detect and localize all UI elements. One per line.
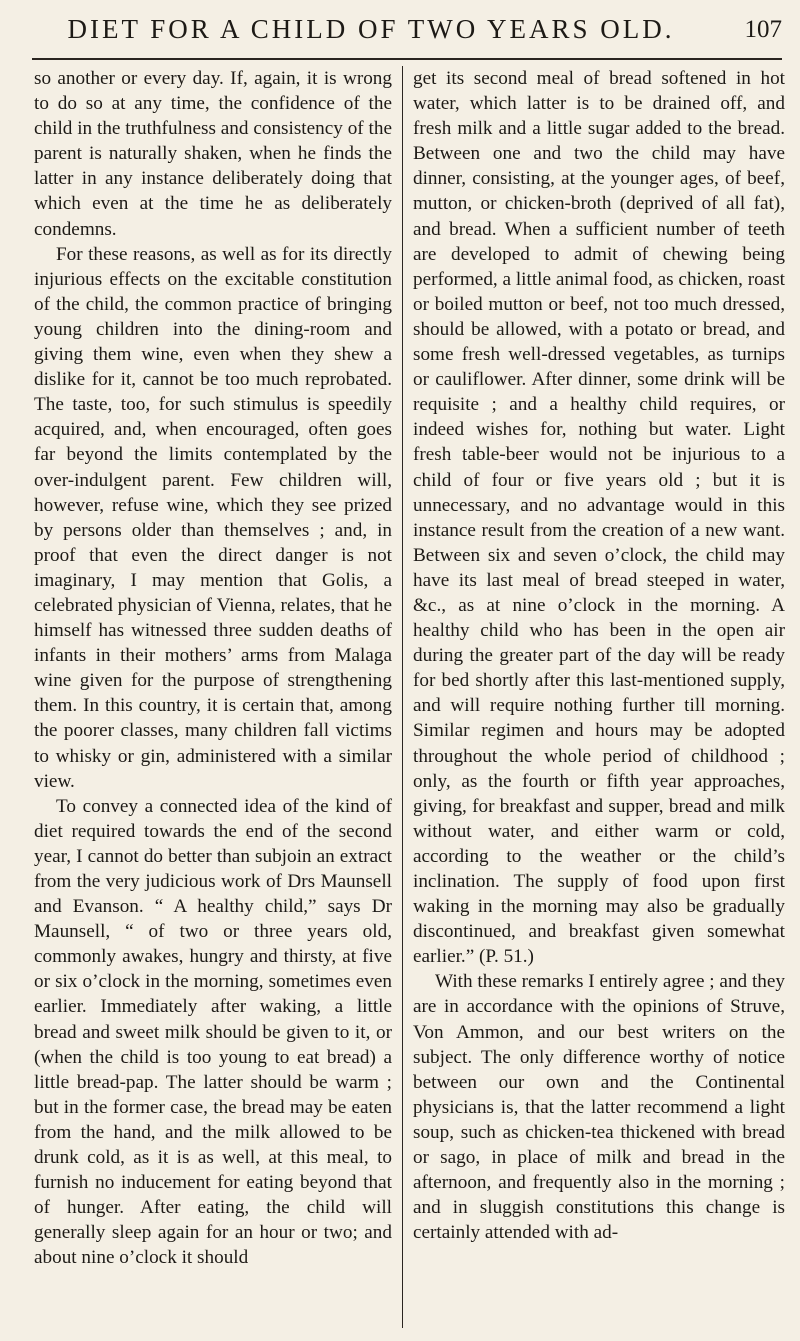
left-column: [34, 66, 392, 1271]
paragraph: For these reasons, as well as for its directly injurious effects on the excitable constitution of the child, the common practice of bringing young children into the dining-room and giving them wine, even when they shew a dislike for it, cannot be too much reprobated. The taste, too, for such stimulus is speedily acquired, and, when encouraged, often goes far beyond the limits contemplated by the over-indulgent parent. Few children will, however, refuse wine, which they see prized by persons older than themselves ; and, in proof that even the direct danger is not imaginary, I may mention that Golis, a celebrated physician of Vienna, relates, that he himself has witnessed three sudden deaths of infants in their mothers’ arms from Malaga wine given for the purpose of strengthening them. In this country, it is certain that, among the poorer classes, many children fall victims to whisky or gin, administered with a similar view.: [34, 243, 392, 792]
paragraph: With these remarks I entirely agree ; and they are in accordance with the opinions of Struve, Von Ammon, and our best writers on the subject. The only difference worthy of notice between our own and the Continental physicians is, that the latter recommend a light soup, such as chicken-tea thickened with bread or sago, in place of milk and bread in the afternoon, and frequently also in the morning ; and in sluggish constitutions this change is certainly attended with ad-: [413, 971, 785, 1244]
paragraph: get its second meal of bread softened in hot water, which latter is to be drained off, and fresh milk and a little sugar added to the bread. Between one and two the child may have dinner, consisting, at the younger ages, of beef, mutton, or chicken-broth (deprived of all fat), and bread. When a sufficient number of teeth are developed to admit of chewing being performed, a little animal food, as chicken, roast or boiled mutton or beef, not too much dressed, should be allowed, with a potato or bread, and some fresh well-dressed vegetables, as turnips or cauliflower. After dinner, some drink will be requisite ; and a healthy child requires, or indeed wishes for, nothing but water. Light fresh table-beer would not be injurious to a child of four or five years old ; but it is unnecessary, and no advantage would in this instance result from the creation of a new want. Between six and seven o’clock, the child may have its last meal of bread steeped in water, &c., as at nine o’clock in the morning. A healthy child who has been in the open air during the greater part of the day will be ready for bed shortly after this last-mentioned supply, and will require nothing further till morning. Similar regimen and hours may be adopted throughout the whole period of childhood ; only, as the fourth or fifth year approaches, giving, for breakfast and supper, bread and milk without water, and either warm or cold, according to the weather or the child’s inclination. The supply of food upon first waking in the morning may also be gradually discontinued, and breakfast given somewhat earlier.” (P. 51.): [413, 68, 785, 968]
page-header: [30, 14, 782, 54]
right-column: [413, 66, 785, 1245]
paragraph: To convey a connected idea of the kind of diet required towards the end of the second year, I cannot do better than subjoin an extract from the very judicious work of Drs Maunsell and Evanson. “ A healthy child,” says Dr Maunsell, “ of two or three years old, commonly awakes, hungry and thirsty, at five or six o’clock in the morning, sometimes even earlier. Immediately after waking, a little bread and sweet milk should be given to it, or (when the child is too young to eat bread) a little bread-pap. The latter should be warm ; but in the former case, the bread may be eaten from the hand, and the milk allowed to be drunk cold, as it is as well, at this meal, to furnish no inducement for eating beyond that of hunger. After eating, the child will generally sleep again for an hour or two; and about nine o’clock it should: [34, 795, 392, 1269]
header-rule: [32, 58, 782, 60]
running-title: DIET FOR A CHILD OF TWO YEARS OLD.: [67, 14, 675, 44]
paragraph: so another or every day. If, again, it is wrong to do so at any time, the confidence of the child in the truthfulness and consistency of the parent is naturally shaken, when he finds the latter in any instance deliberately doing that which even at the time he as deliberately condemns.: [34, 68, 392, 240]
column-divider: [402, 66, 403, 1328]
page-number: 107: [744, 16, 782, 43]
